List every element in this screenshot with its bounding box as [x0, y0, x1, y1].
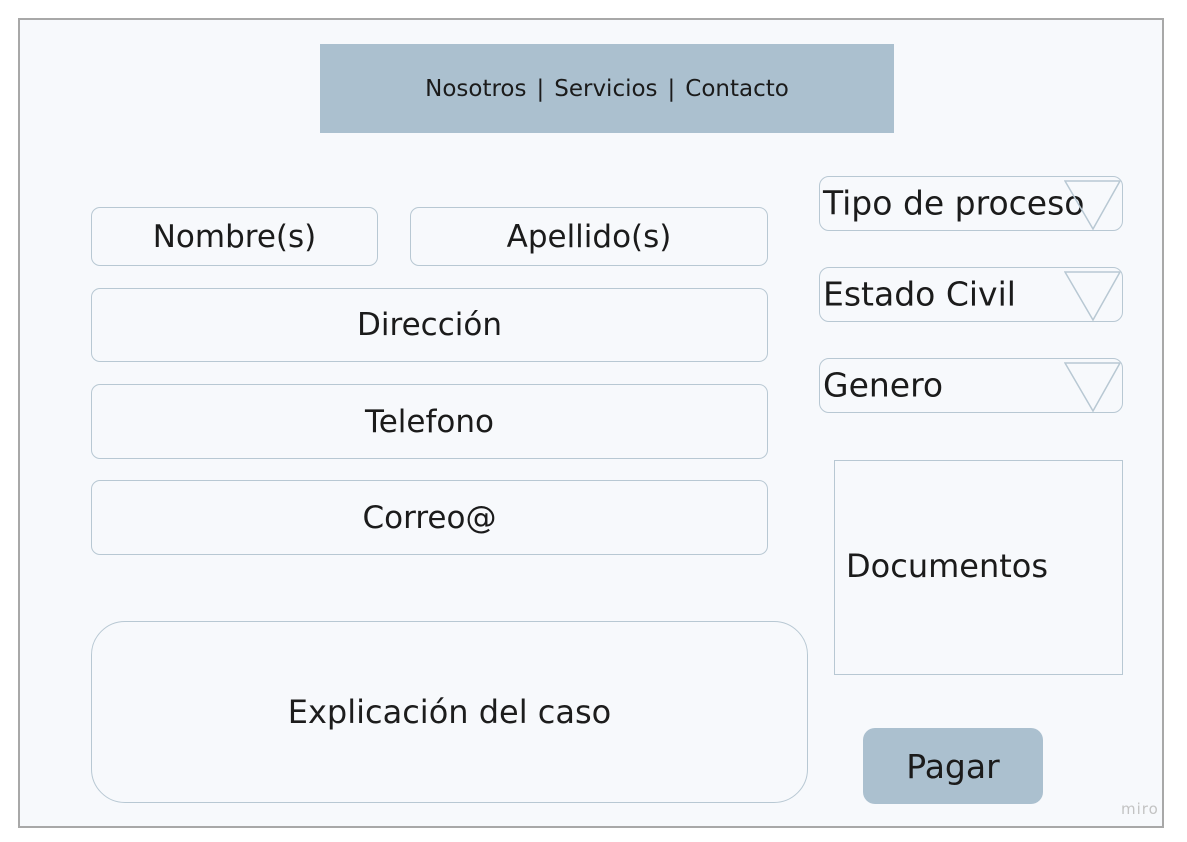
- pagar-button[interactable]: [863, 728, 1043, 804]
- documentos-label: Documentos: [846, 547, 1049, 585]
- explicacion-label: Explicación del caso: [287, 693, 612, 731]
- apellido-input[interactable]: [410, 207, 768, 266]
- explicacion-textarea[interactable]: [91, 621, 808, 803]
- tipo-proceso-label: Tipo de proceso: [823, 183, 1085, 223]
- direccion-input[interactable]: [91, 288, 768, 362]
- nav-separator: |: [536, 75, 545, 102]
- triangle-down-icon: [1064, 177, 1122, 231]
- apellido-label: Apellido(s): [506, 218, 672, 255]
- direccion-label: Dirección: [357, 307, 502, 343]
- nav-separator: |: [667, 75, 676, 102]
- telefono-input[interactable]: [91, 384, 768, 459]
- genero-select[interactable]: [819, 358, 1123, 413]
- documentos-upload[interactable]: [834, 460, 1123, 675]
- estado-civil-label: Estado Civil: [823, 274, 1016, 314]
- correo-label: Correo@: [362, 499, 497, 536]
- correo-input[interactable]: [91, 480, 768, 555]
- watermark: miro: [1121, 800, 1159, 818]
- nav-link-contacto[interactable]: Contacto: [685, 75, 789, 102]
- estado-civil-select[interactable]: [819, 267, 1123, 322]
- nav-link-servicios[interactable]: Servicios: [554, 75, 658, 102]
- nav-link-nosotros[interactable]: Nosotros: [425, 75, 527, 102]
- tipo-proceso-select[interactable]: [819, 176, 1123, 231]
- genero-label: Genero: [823, 365, 944, 405]
- triangle-down-icon: [1064, 359, 1122, 413]
- telefono-label: Telefono: [365, 403, 494, 440]
- pagar-button-label: Pagar: [906, 746, 1000, 786]
- nombre-label: Nombre(s): [152, 218, 317, 255]
- triangle-down-icon: [1064, 268, 1122, 322]
- top-nav: [320, 44, 894, 133]
- nombre-input[interactable]: [91, 207, 378, 266]
